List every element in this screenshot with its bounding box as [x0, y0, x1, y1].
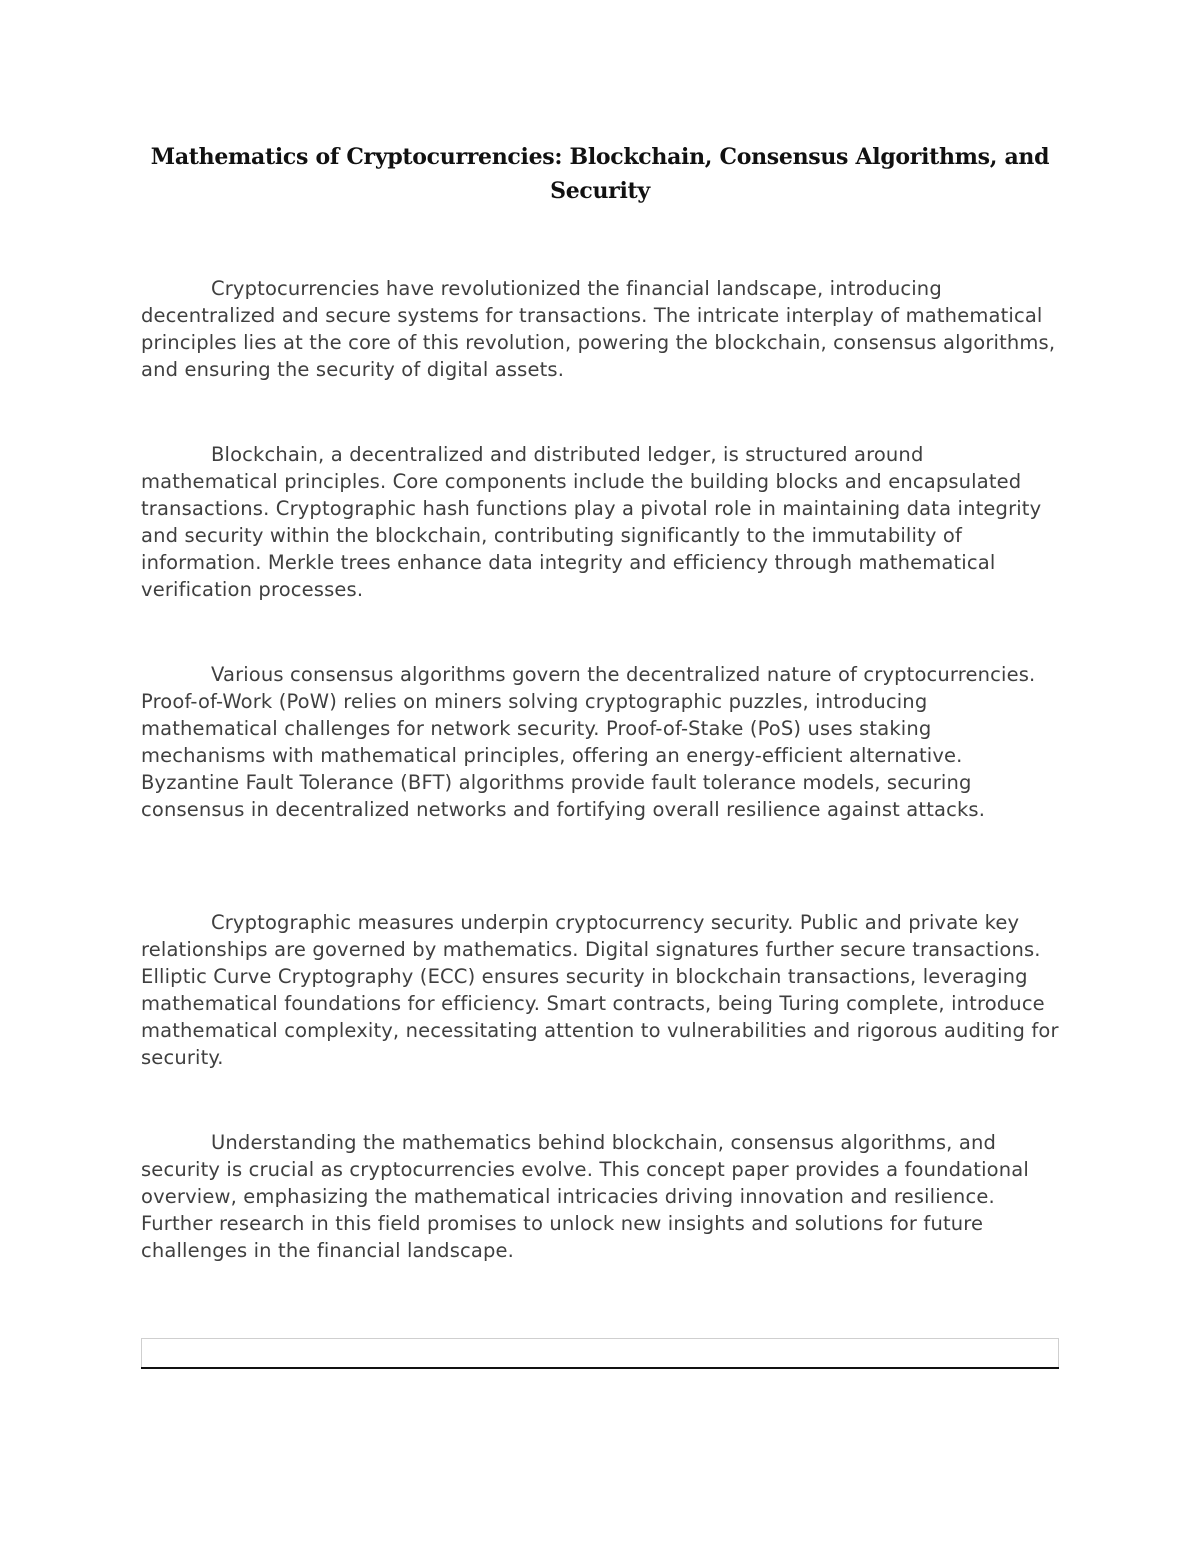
paragraph-consensus: Various consensus algorithms govern the decentralized nature of cryptocurrencies. Proof-of-Work (PoW) relies on miners solving cryptographic puzzles, introducing mathematical challenges for network security. Proof-of-Stake (PoS) uses staking mechanisms with mathematical principles, offering an energy-efficient alternative. Byzantine Fault Tolerance (BFT) algorithms provide fault tolerance models, securing consensus in decentralized networks and fortifying overall resilience against attacks. [141, 663, 1036, 821]
footer-box [141, 1338, 1059, 1368]
document-title: Mathematics of Cryptocurrencies: Blockchain, Consensus Algorithms, and Security [150, 144, 1050, 204]
paragraph-introduction: Cryptocurrencies have revolutionized the financial landscape, introducing decentralized and secure systems for transactions. The intricate interplay of mathematical principles lies at the core of this revolution, powering the blockchain, consensus algorithms, and ensuring the security of digital assets. [141, 277, 1056, 381]
paragraph-security: Cryptographic measures underpin cryptocurrency security. Public and private key relationships are governed by mathematics. Digital signatures further secure transactions. Elliptic Curve Cryptography (ECC) ensures security in blockchain transactions, leveraging mathematical foundations for efficiency. Smart contracts, being Turing complete, introduce mathematical complexity, necessitating attention to vulnerabilities and rigorous auditing for security. [141, 911, 1059, 1069]
paragraph-blockchain: Blockchain, a decentralized and distributed ledger, is structured around mathematical principles. Core components include the building blocks and encapsulated transactions. Cryptographic hash functions play a pivotal role in maintaining data integrity and security within the blockchain, contributing significantly to the immutability of information. Merkle trees enhance data integrity and efficiency through mathematical verification processes. [141, 443, 1042, 601]
paragraph-conclusion: Understanding the mathematics behind blockchain, consensus algorithms, and security is crucial as cryptocurrencies evolve. This concept paper provides a foundational overview, emphasizing the mathematical intricacies driving innovation and resilience. Further research in this field promises to unlock new insights and solutions for future challenges in the financial landscape. [141, 1131, 1029, 1262]
footer-rule [141, 1367, 1059, 1369]
